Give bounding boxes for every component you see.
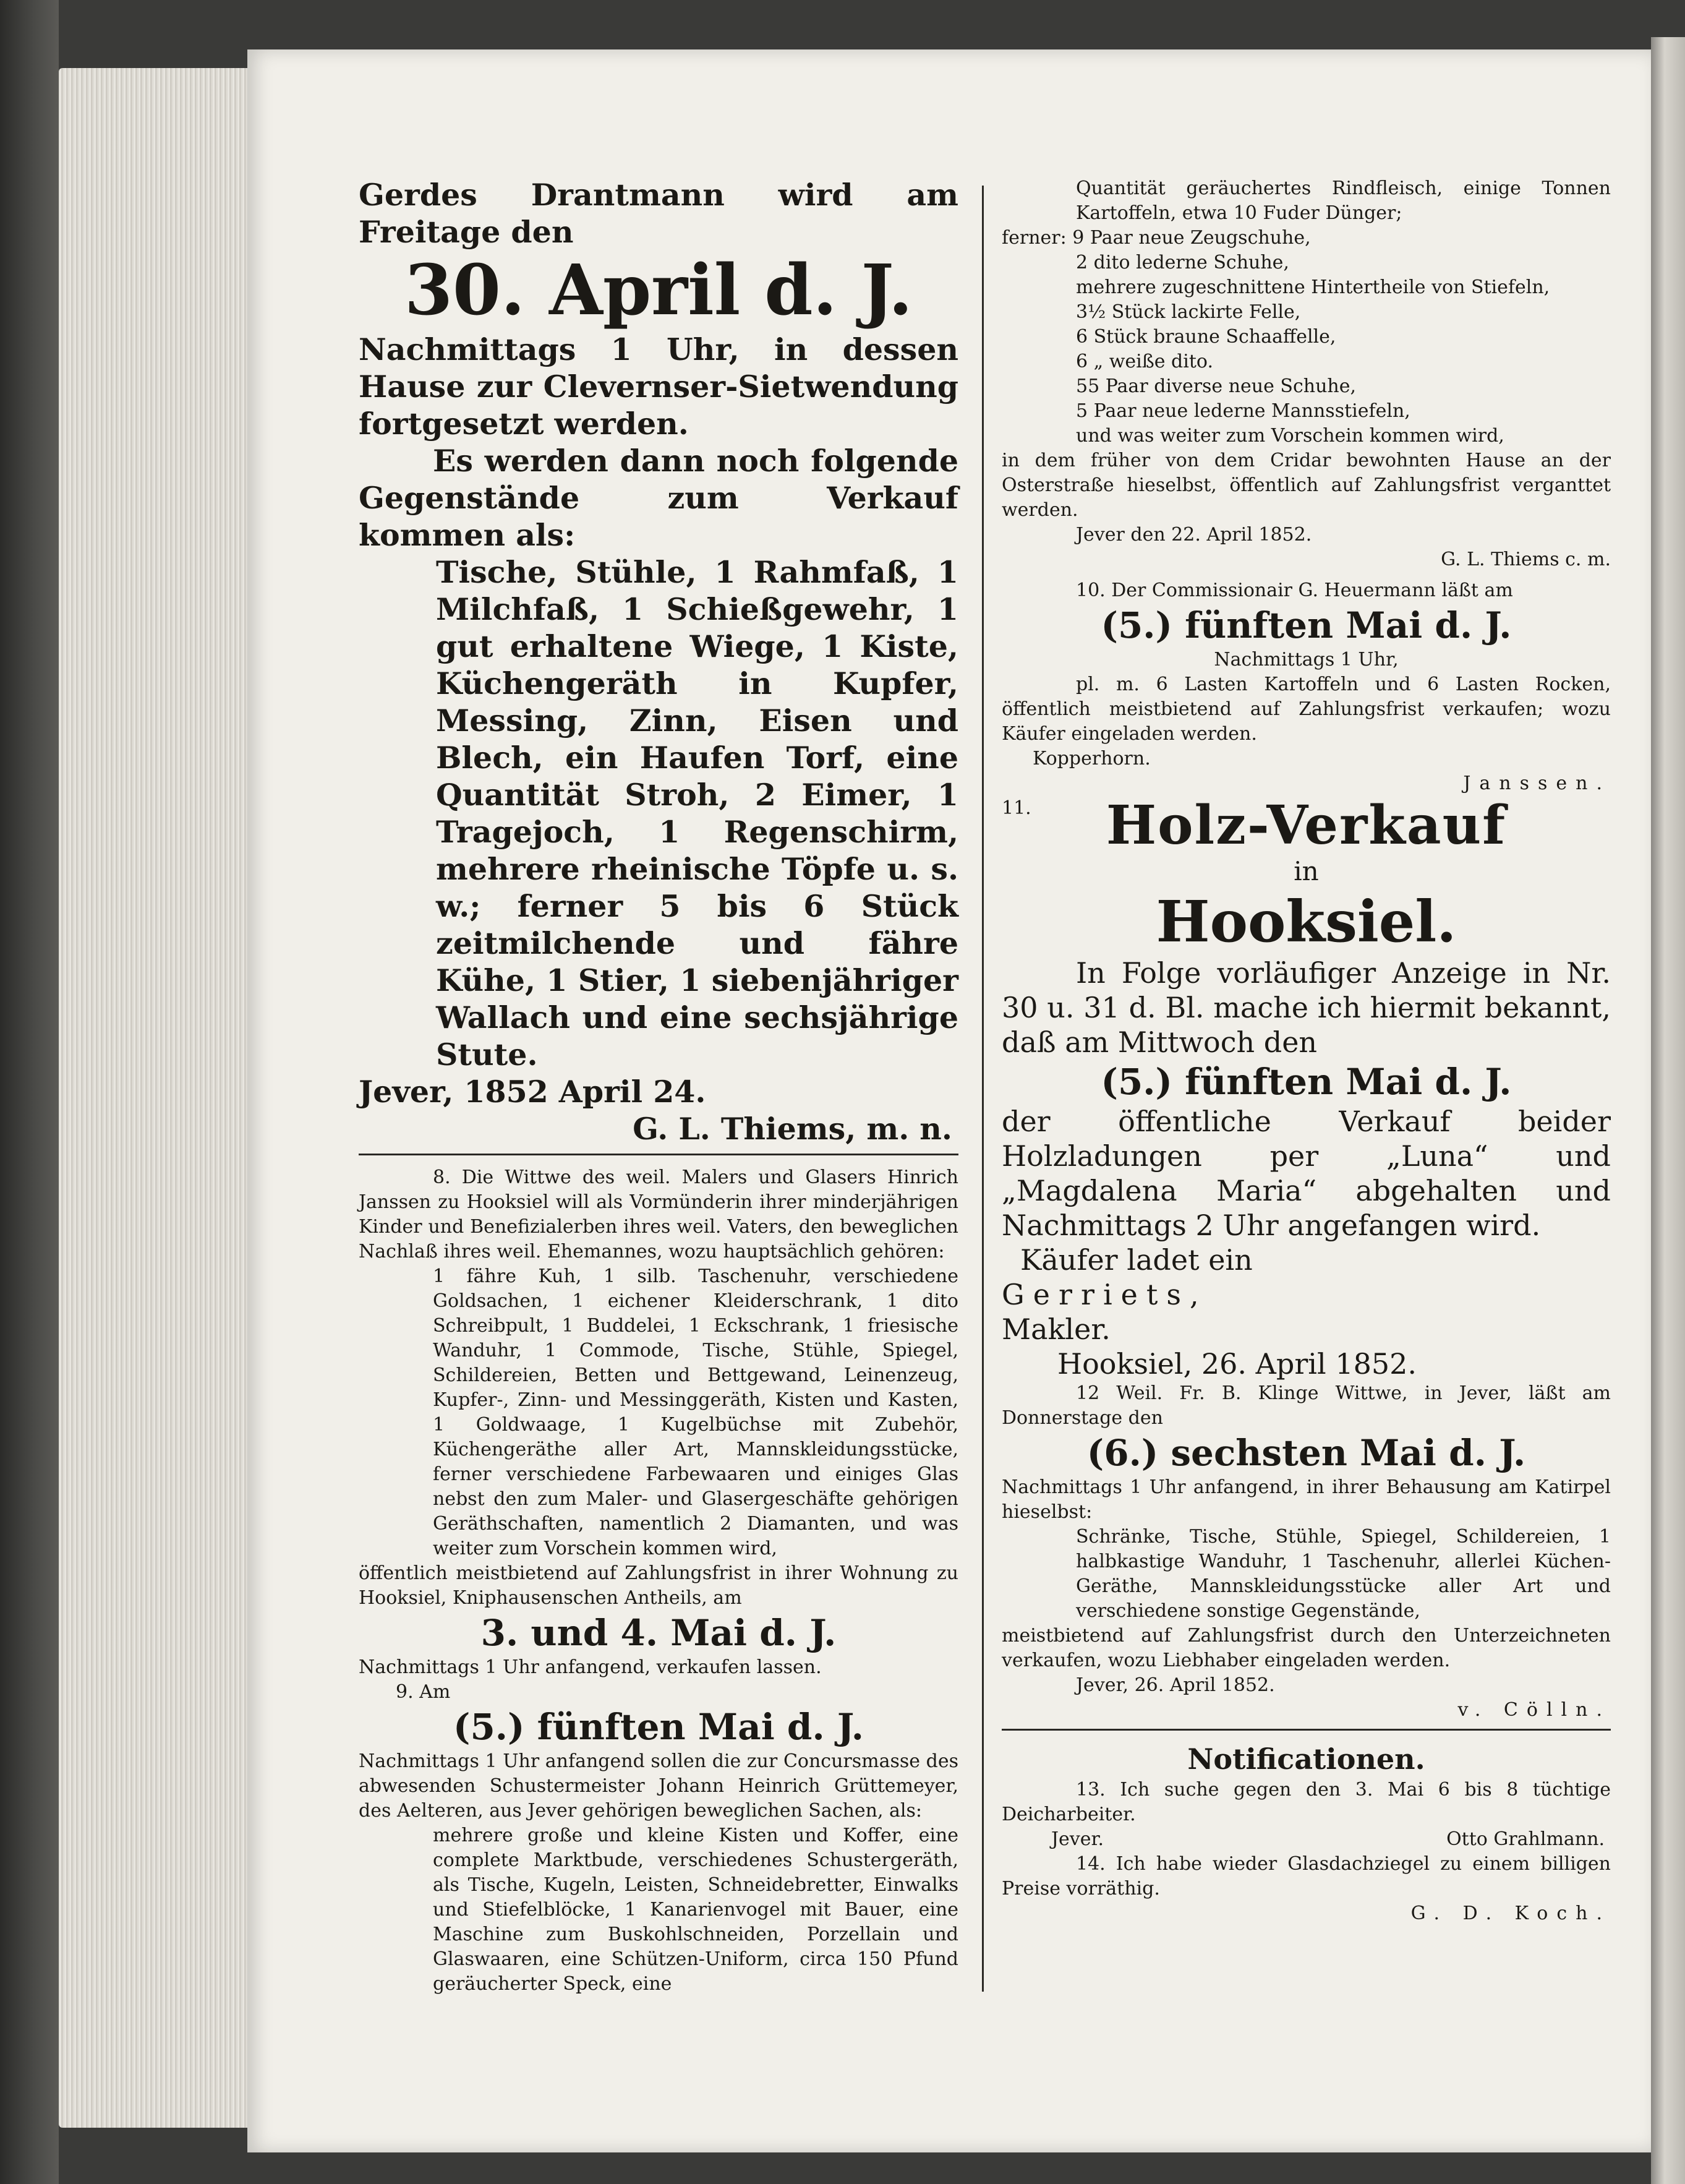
notice-7-items: Tische, Stühle, 1 Rahmfaß, 1 Milchfaß, 1 Schießgewehr, 1 gut erhaltene Wiege, 1 Kiste, Küchengeräth in Kupfer, Messing, Zinn, Eisen und Blech, ein Haufen Torf, eine Quantität Stroh, 2 Eimer, 1 Tragejoch, 1 Regenschirm, mehrere rheinische Töpfe u. s. w.; ferner 5 bis 6 Stück zeitmilchende und fähre Kühe, 1 Stier, 1 siebenjähriger Wallach und eine sechsjährige Stute. [436,554,958,1073]
list-item: 6 „ weiße dito. [1076,351,1213,372]
notice-14-signature: G. D. Koch. [1410,1903,1611,1924]
divider [1002,1729,1611,1731]
notice-11-signature: Gerriets, [1002,1278,1208,1311]
notice-13-signature: Otto Grahlmann. [1446,1828,1605,1850]
notice-13-text: 13. Ich suche gegen den 3. Mai 6 bis 8 tüchtige Deicharbeiter. [1002,1779,1611,1825]
notice-13-place: Jever. [1051,1828,1104,1850]
list-item: und was weiter zum Vorschein kommen wird, [1076,425,1504,447]
notice-14-text: 14. Ich habe wieder Glasdachziegel zu einem billigen Preise vorräthig. [1002,1853,1611,1899]
notice-7-dateline: Jever, 1852 April 24. [359,1074,706,1110]
notice-8-terms: öffentlich meistbietend auf Zahlungsfrist in ihrer Wohnung zu Hooksiel, Kniphausenschen Antheils, am [359,1562,958,1609]
notice-13-footer [1002,1827,1611,1852]
notice-11-dateline: Hooksiel, 26. April 1852. [1057,1347,1417,1381]
list-item: 3½ Stück lackirte Felle, [1076,301,1301,323]
notice-10-date: (5.) fünften Mai d. J. [1101,604,1512,646]
notice-7-intro: Gerdes Drantmann wird am Freitage den [359,177,958,250]
notice-11-headline: Holz-Verkauf [1106,794,1507,857]
notice-12-time: Nachmittags 1 Uhr anfangend, in ihrer Behausung am Katirpel hieselbst: [1002,1476,1611,1523]
left-column [359,176,958,1997]
notice-8-text: 8. Die Wittwe des weil. Malers und Glasers Hinrich Janssen zu Hooksiel will als Vormünderin ihrer minderjährigen Kinder und Benefizialerben ihres weil. Vaters, den beweglichen Nachlaß ihres weil. Ehemannes, wozu hauptsächlich gehören: [359,1167,958,1262]
notice-7-date: 30. April d. J. [404,250,913,331]
notice-9-location: in dem früher von dem Cridar bewohnten Hause an der Osterstraße hieselbst, öffentlich auf Zahlungsfrist verganttet werden. [1002,450,1611,521]
notice-7-items-intro: Es werden dann noch folgende Gegenstände zum Verkauf kommen als: [359,443,958,553]
notice-11-invite: Käufer ladet ein [1020,1243,1253,1277]
notice-12-dateline: Jever, 26. April 1852. [1076,1674,1275,1696]
notice-11-number: 11. [1002,797,1031,819]
notice-11-date: (5.) fünften Mai d. J. [1101,1061,1512,1103]
notice-12-date: (6.) sechsten Mai d. J. [1086,1432,1526,1474]
next-page-edge [1651,37,1685,2184]
notice-9-signature: G. L. Thiems c. m. [1441,549,1611,570]
notice-9-intro: 9. Am [396,1681,451,1703]
notice-12-items: Schränke, Tische, Stühle, Spiegel, Schildereien, 1 halbkastige Wanduhr, 1 Taschenuhr, allerlei Küchen-Geräthe, Mannskleidungsstücke aller Art und verschiedene sonstige Gegenstände, [1076,1526,1611,1622]
notice-9-items: mehrere große und kleine Kisten und Koffer, eine complete Marktbude, verschiedenes Schustergeräth, als Tische, Kugeln, Leisten, Schneidebretter, Einwalks und Stiefelblöcke, 1 Kanarienvogel mit Bauer, eine Maschine zum Buskohlschneiden, Porzellain und Glaswaaren, eine Schützen-Uniform, circa 150 Pfund geräucherter Speck, eine [433,1825,958,1995]
page-edges [59,68,250,2128]
list-item: 2 dito lederne Schuhe, [1076,252,1289,273]
notice-9-dateline: Jever den 22. April 1852. [1076,524,1312,546]
notice-10-signature: Janssen. [1463,773,1611,794]
notice-10-time: Nachmittags 1 Uhr, [1214,649,1399,670]
list-item: 6 Stück braune Schaaffelle, [1076,326,1336,348]
notice-8-items: 1 fähre Kuh, 1 silb. Taschenuhr, verschiedene Goldsachen, 1 eichener Kleiderschrank, 1 dito Schreibpult, 1 Buddelei, 1 Eckschrank, 1 friesische Wanduhr, 1 Commode, Tische, Stühle, Spiegel, Schildereien, Betten und Bettgewand, Leinenzeug, Kupfer-, Zinn- und Messinggeräth, Kisten und Kasten, 1 Goldwaage, 1 Kugelbüchse mit Zubehör, Küchengeräthe aller Art, Mannskleidungsstücke, ferner verschiedene Farbewaaren und einiges Glas nebst den zum Maler- und Glasergeschäfte gehörigen Geräthschaften, namentlich 2 Diamanten, und was weiter zum Vorschein kommen wird, [433,1265,958,1559]
notice-12-terms: meistbietend auf Zahlungsfrist durch den Unterzeichneten verkaufen, wozu Liebhaber eingeladen werden. [1002,1625,1611,1671]
notice-9-item-list [1002,251,1611,448]
notice-8-time: Nachmittags 1 Uhr anfangend, verkaufen lassen. [359,1656,822,1678]
book-binding [0,0,59,2184]
notice-11-place: Hooksiel. [1156,888,1457,955]
notice-9-ferner: ferner: 9 Paar neue Zeugschuhe, [1002,227,1311,249]
list-item: mehrere zugeschnittene Hintertheile von Stiefeln, [1076,276,1550,298]
list-item: 5 Paar neue lederne Mannsstiefeln, [1076,400,1410,422]
notice-10-place: Kopperhorn. [1033,748,1151,769]
section-heading: Notificationen. [1187,1742,1425,1776]
notice-11-text: In Folge vorläufiger Anzeige in Nr. 30 u. 31 d. Bl. mache ich hiermit bekannt, daß am Mittwoch den [1002,956,1611,1059]
notice-10-items: pl. m. 6 Lasten Kartoffeln und 6 Lasten Rocken, öffentlich meistbietend auf Zahlungsfrist verkaufen; wozu Käufer eingeladen werden. [1002,674,1611,745]
notice-10-text: 10. Der Commissionair G. Heuermann läßt am [1076,580,1513,601]
notice-7-time-place: Nachmittags 1 Uhr, in dessen Hause zur Clevernser-Sietwendung fortgesetzt werden. [359,332,958,442]
notice-12-text: 12 Weil. Fr. B. Klinge Wittwe, in Jever, läßt am Donnerstage den [1002,1382,1611,1429]
notice-9-text: Nachmittags 1 Uhr anfangend sollen die zur Concursmasse des abwesenden Schustermeister Johann Heinrich Grüttemeyer, des Aelteren, aus Jever gehörigen beweglichen Sachen, als: [359,1750,958,1822]
notice-11-role: Makler. [1002,1313,1111,1346]
notice-11-in: in [1294,856,1319,886]
notice-9-items-continued: Quantität geräuchertes Rindfleisch, einige Tonnen Kartoffeln, etwa 10 Fuder Dünger; [1076,178,1611,224]
notice-12-signature: v. Cölln. [1457,1699,1611,1721]
notice-9-date: (5.) fünften Mai d. J. [453,1706,864,1748]
notice-11-text-2: der öffentliche Verkauf beider Holzladungen per „Luna“ und „Magdalena Maria“ abgehalten und Nachmittags 2 Uhr angefangen wird. [1002,1105,1611,1242]
column-divider [982,186,984,1992]
notice-7-signature: G. L. Thiems, m. n. [633,1111,952,1147]
divider [359,1154,958,1155]
right-column [1002,176,1611,1926]
notice-8-date: 3. und 4. Mai d. J. [480,1612,837,1654]
list-item: 55 Paar diverse neue Schuhe, [1076,375,1357,397]
